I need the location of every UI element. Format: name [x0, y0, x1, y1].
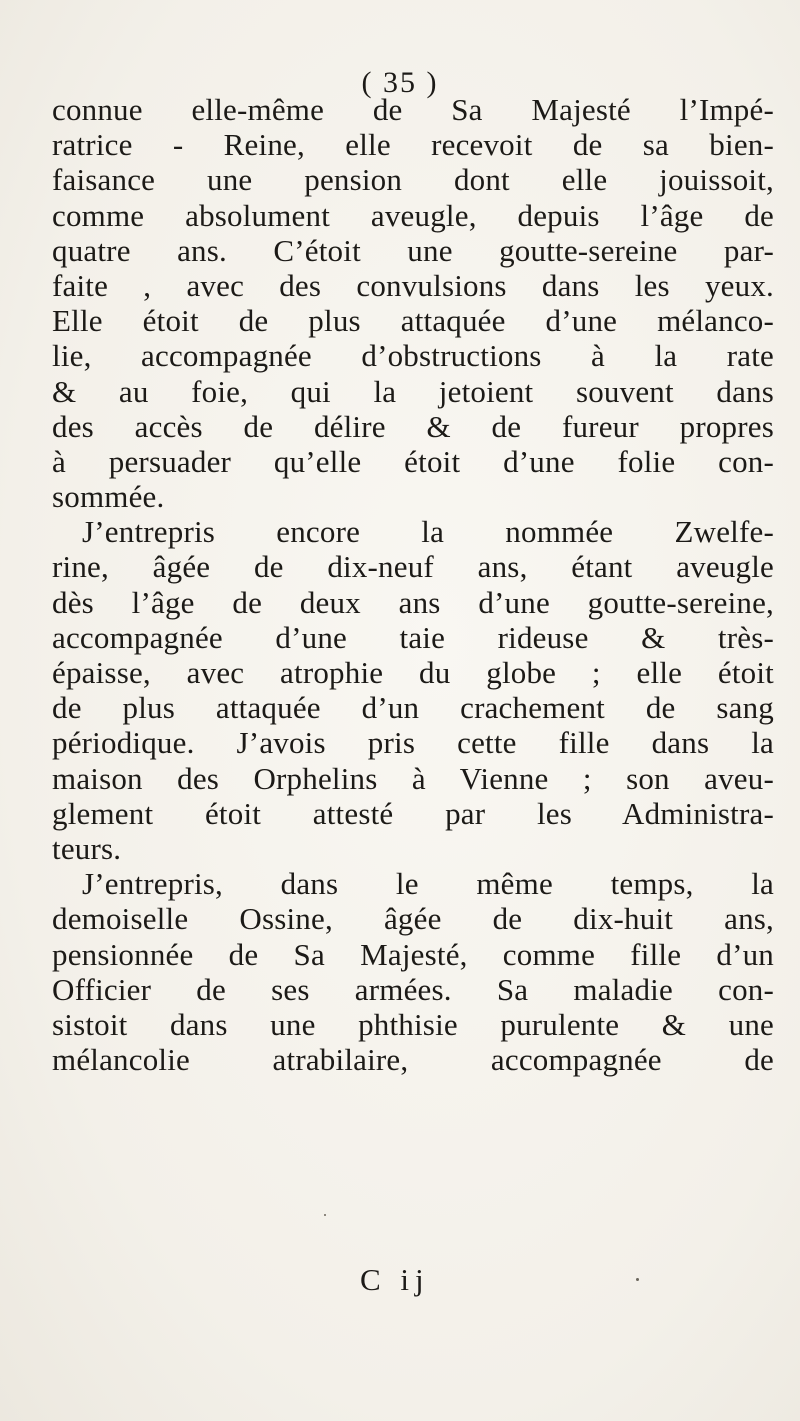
text-line: périodique. J’avois pris cette fille dans la	[52, 725, 774, 761]
paper-speck	[324, 1214, 326, 1216]
text-line: comme absolument aveugle, depuis l’âge de	[52, 197, 774, 233]
text-line: à persuader qu’elle étoit d’une folie con-	[52, 443, 774, 479]
text-line: & au foie, qui la jetoient souvent dans	[52, 373, 774, 409]
paragraph-start-line: J’entrepris encore la nommée Zwelfe-	[82, 514, 774, 550]
text-line: faisance une pension dont elle jouissoit,	[52, 162, 774, 198]
text-line: connue elle-même de Sa Majesté l’Impé-	[52, 92, 774, 127]
text-line: quatre ans. C’étoit une goutte-sereine par-	[52, 232, 774, 268]
text-line: sistoit dans une phthisie purulente & une	[52, 1006, 774, 1042]
text-line: maison des Orphelins à Vienne ; son aveu-	[52, 760, 774, 796]
text-line: ratrice - Reine, elle recevoit de sa bien-	[52, 127, 774, 163]
text-line: demoiselle Ossine, âgée de dix-huit ans,	[52, 901, 774, 937]
paragraph-start-line: J’entrepris, dans le même temps, la	[82, 866, 774, 902]
text-line: Elle étoit de plus attaquée d’une mélanco-	[52, 303, 774, 339]
text-line: mélancolie atrabilaire, accompagnée de	[52, 1042, 774, 1078]
text-line: des accès de délire & de fureur propres	[52, 408, 774, 444]
signature-mark: C ij	[360, 1262, 430, 1297]
text-line: épaisse, avec atrophie du globe ; elle étoit	[52, 655, 774, 690]
text-line: de plus attaquée d’un crachement de sang	[52, 690, 774, 726]
text-line: faite , avec des convulsions dans les yeux.	[52, 267, 774, 303]
page-number: ( 35 )	[361, 66, 439, 99]
body-text	[52, 92, 774, 1077]
text-line: Officier de ses armées. Sa maladie con-	[52, 971, 774, 1007]
text-line: pensionnée de Sa Majesté, comme fille d’un	[52, 936, 774, 972]
text-line: lie, accompagnée d’obstructions à la rate	[52, 338, 774, 374]
text-line: teurs.	[52, 830, 122, 866]
paper-speck	[636, 1278, 639, 1281]
text-line: rine, âgée de dix-neuf ans, étant aveugle	[52, 549, 774, 585]
text-line: glement étoit attesté par les Administra-	[52, 795, 774, 831]
text-line: sommée.	[52, 479, 165, 515]
text-line: dès l’âge de deux ans d’une goutte-sereine,	[52, 584, 774, 620]
text-line: accompagnée d’une taie rideuse & très-	[52, 619, 774, 655]
